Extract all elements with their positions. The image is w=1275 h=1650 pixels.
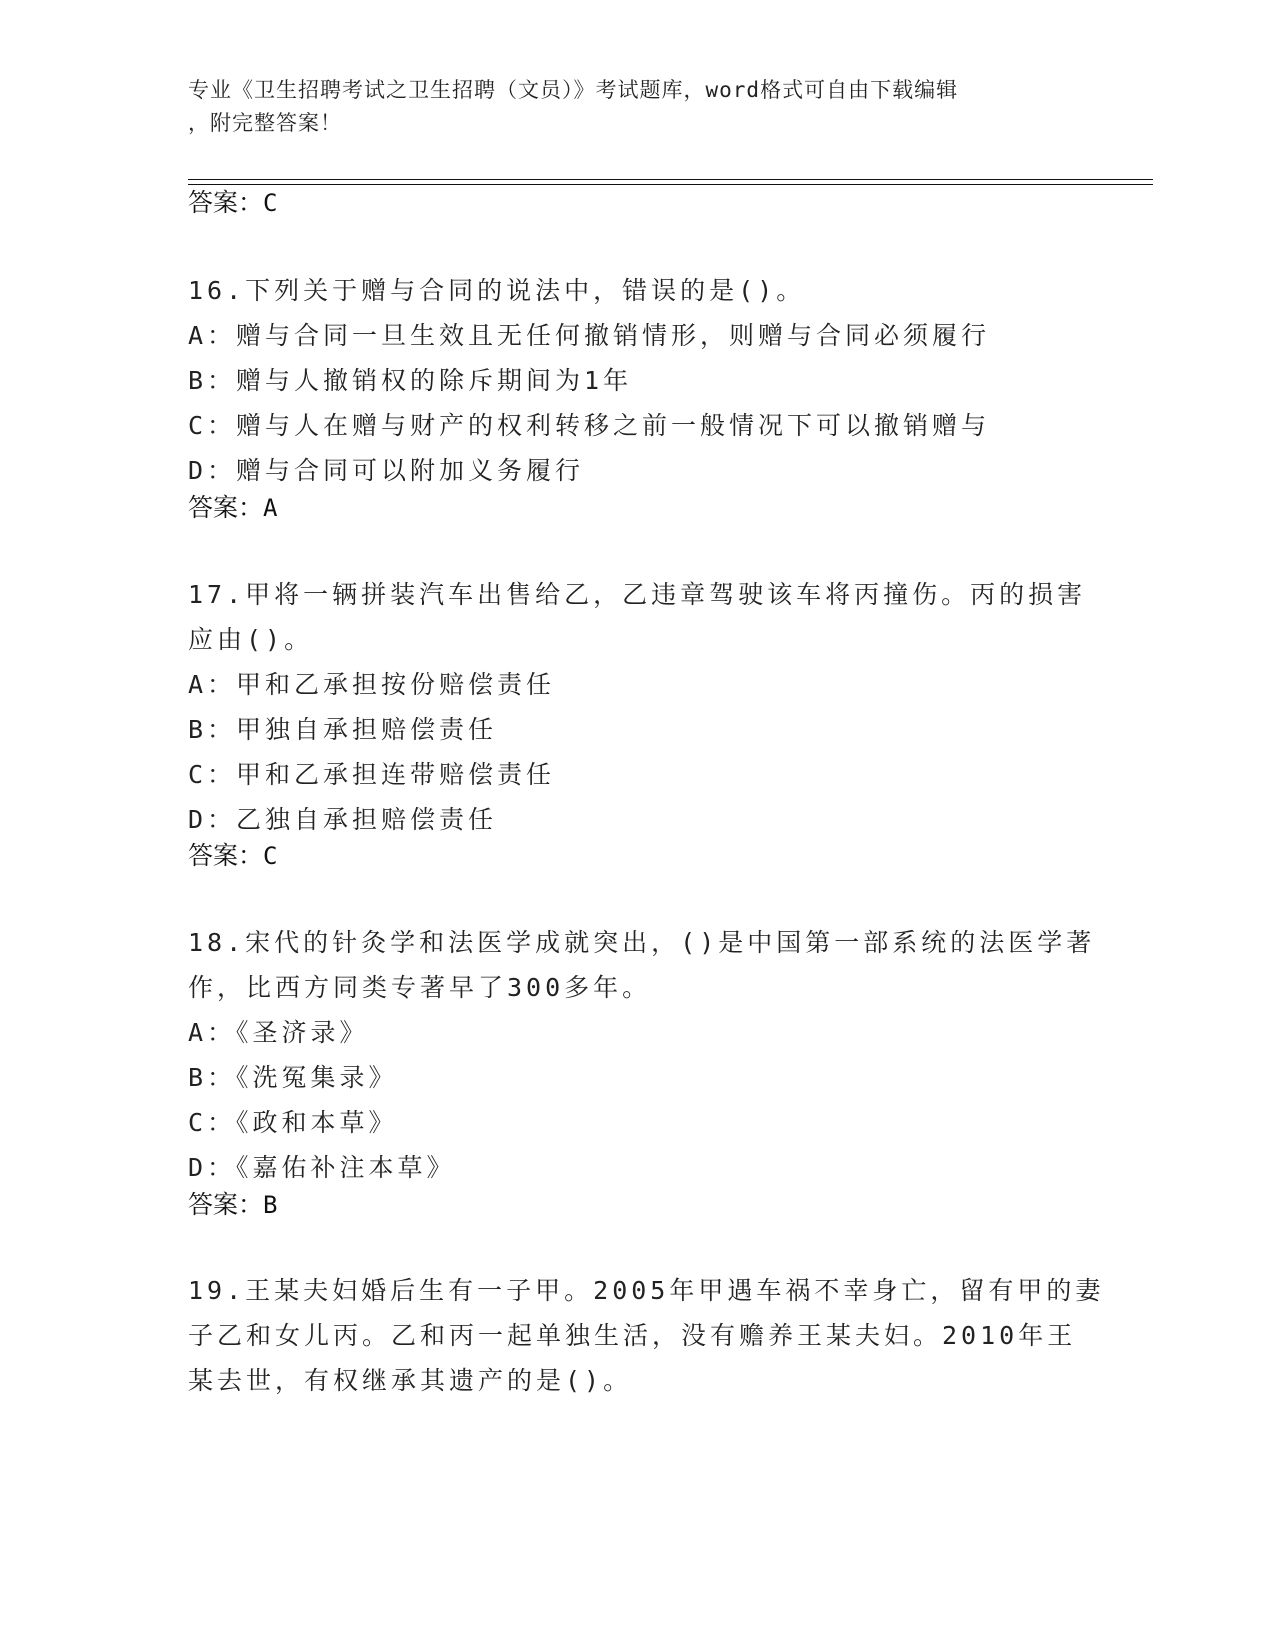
answer-17	[188, 839, 277, 873]
question-stem: 子乙和女儿丙。乙和丙一起单独生活，没有赡养王某夫妇。2010年王	[188, 1321, 1077, 1350]
option-c: C：赠与人在赠与财产的权利转移之前一般情况下可以撤销赠与	[188, 411, 991, 440]
option-a: A：《圣济录》	[188, 1018, 369, 1047]
answer-label: 答案：	[188, 188, 264, 217]
option-c: C：《政和本草》	[188, 1108, 398, 1137]
question-stem: 19.王某夫妇婚后生有一子甲。2005年甲遇车祸不幸身亡，留有甲的妻	[188, 1276, 1105, 1305]
question-17	[188, 572, 1088, 842]
option-a: A：甲和乙承担按份赔偿责任	[188, 670, 556, 699]
question-stem: 作，比西方同类专著早了300多年。	[188, 973, 652, 1002]
option-d: D：乙独自承担赔偿责任	[188, 805, 498, 834]
answer-letter: C	[263, 189, 278, 217]
option-b: B：赠与人撤销权的除斥期间为1年	[188, 366, 633, 395]
question-stem: 某去世，有权继承其遗产的是()。	[188, 1366, 633, 1395]
answer-letter: B	[263, 1191, 278, 1219]
header-line-2: ，附完整答案！	[188, 111, 342, 135]
option-b: B：《洗冤集录》	[188, 1063, 398, 1092]
question-16	[188, 268, 1088, 493]
answer-18	[188, 1188, 277, 1222]
header-line-1: 专业《卫生招聘考试之卫生招聘（文员）》考试题库，word格式可自由下载编辑	[188, 78, 959, 102]
option-a: A：赠与合同一旦生效且无任何撤销情形，则赠与合同必须履行	[188, 321, 991, 350]
option-d: D：《嘉佑补注本草》	[188, 1153, 456, 1182]
header-rule-bottom	[188, 184, 1153, 185]
question-18	[188, 920, 1096, 1190]
answer-label: 答案：	[188, 493, 264, 522]
answer-15	[188, 186, 277, 220]
answer-16	[188, 491, 277, 525]
answer-label: 答案：	[188, 841, 264, 870]
question-19	[188, 1268, 1105, 1403]
option-b: B：甲独自承担赔偿责任	[188, 715, 498, 744]
header-rule-top	[188, 179, 1153, 180]
question-stem: 17.甲将一辆拼装汽车出售给乙，乙违章驾驶该车将丙撞伤。丙的损害	[188, 580, 1087, 609]
document-header	[188, 74, 1068, 140]
question-stem: 16.下列关于赠与合同的说法中，错误的是()。	[188, 276, 806, 305]
answer-label: 答案：	[188, 1190, 264, 1219]
answer-letter: C	[263, 842, 278, 870]
question-stem: 18.宋代的针灸学和法医学成就突出，()是中国第一部系统的法医学著	[188, 928, 1096, 957]
question-stem: 应由()。	[188, 625, 314, 654]
answer-letter: A	[263, 494, 278, 522]
option-d: D：赠与合同可以附加义务履行	[188, 456, 585, 485]
option-c: C：甲和乙承担连带赔偿责任	[188, 760, 556, 789]
